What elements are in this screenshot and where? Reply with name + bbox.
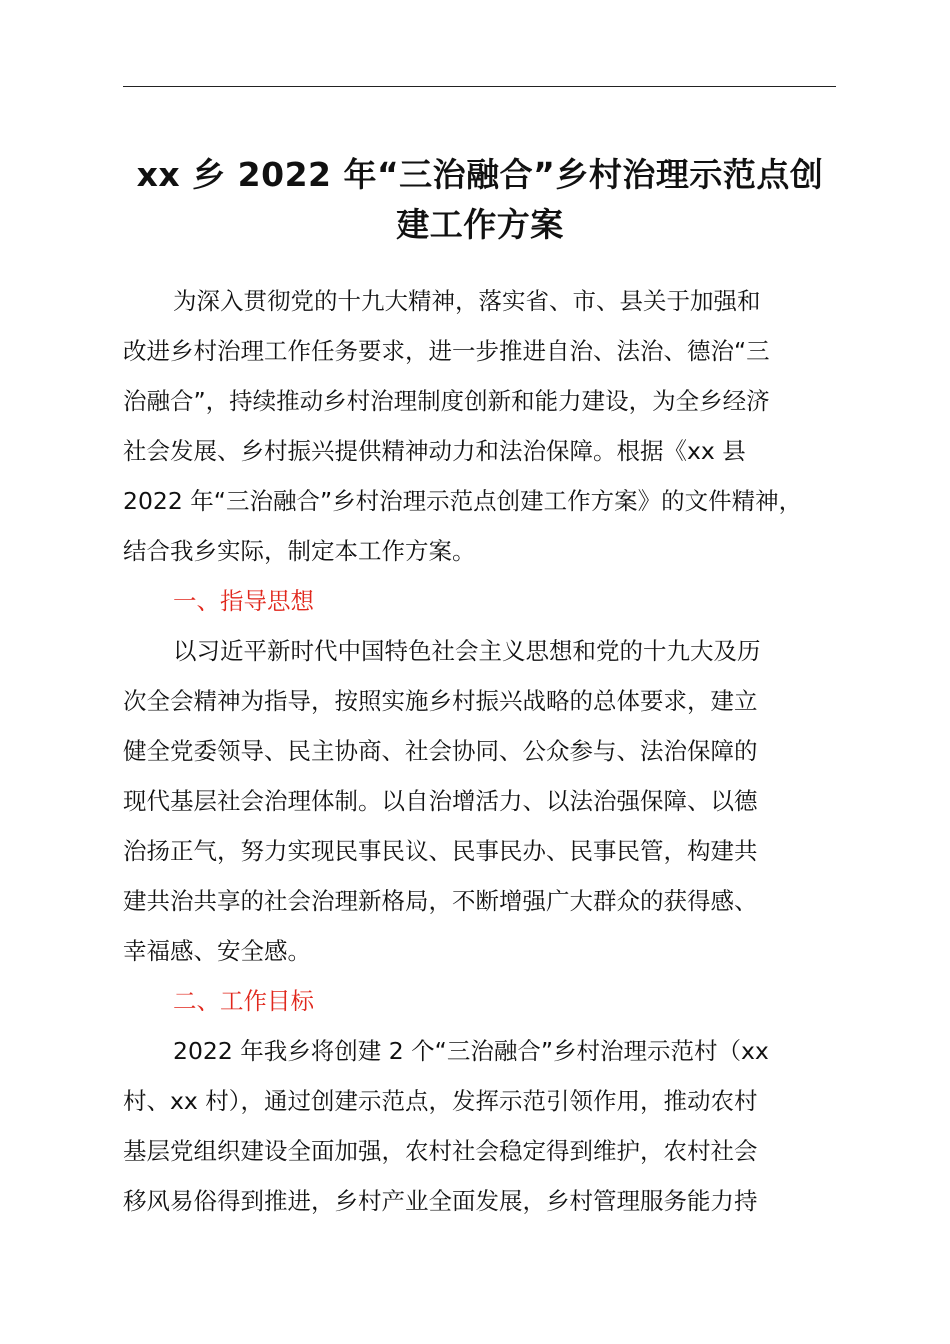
section2-paragraph-line: 2022 年我乡将创建 2 个“三治融合”乡村治理示范村（xx: [173, 1037, 769, 1065]
section1-paragraph-line: 建共治共享的社会治理新格局，不断增强广大群众的获得感、: [123, 887, 758, 915]
section2-paragraph-line: 移风易俗得到推进，乡村产业全面发展，乡村管理服务能力持: [123, 1187, 758, 1215]
section1-paragraph-line: 次全会精神为指导，按照实施乡村振兴战略的总体要求，建立: [123, 687, 758, 715]
title-line: 建工作方案: [396, 205, 564, 244]
section1-paragraph-line: 以习近平新时代中国特色社会主义思想和党的十九大及历: [173, 637, 761, 665]
intro-paragraph-line: 结合我乡实际，制定本工作方案。: [123, 537, 476, 565]
intro-paragraph-line: 社会发展、乡村振兴提供精神动力和法治保障。根据《xx 县: [123, 437, 746, 465]
intro-paragraph-line: 2022 年“三治融合”乡村治理示范点创建工作方案》的文件精神，: [123, 487, 803, 515]
section2-paragraph-line: 基层党组织建设全面加强，农村社会稳定得到维护，农村社会: [123, 1137, 758, 1165]
section2-paragraph-line: 村、xx 村），通过创建示范点，发挥示范引领作用，推动农村: [123, 1087, 758, 1115]
document-body: [123, 276, 863, 1226]
section-heading-work-goals: 二、工作目标: [173, 987, 314, 1015]
section1-paragraph-line: 治扬正气，努力实现民事民议、民事民办、民事民管，构建共: [123, 837, 758, 865]
section-heading-guiding-ideology: 一、指导思想: [173, 587, 314, 615]
section1-paragraph-line: 现代基层社会治理体制。以自治增活力、以法治强保障、以德: [123, 787, 758, 815]
intro-paragraph-line: 改进乡村治理工作任务要求，进一步推进自治、法治、德治“三: [123, 337, 770, 365]
title-line: xx 乡 2022 年“三治融合”乡村治理示范点创: [136, 155, 824, 194]
section1-paragraph-line: 健全党委领导、民主协商、社会协同、公众参与、法治保障的: [123, 737, 758, 765]
document-title: [110, 150, 850, 250]
intro-paragraph-line: 治融合”，持续推动乡村治理制度创新和能力建设，为全乡经济: [123, 387, 770, 415]
intro-paragraph-line: 为深入贯彻党的十九大精神，落实省、市、县关于加强和: [173, 287, 761, 315]
section1-paragraph-line: 幸福感、安全感。: [123, 937, 311, 965]
header-rule: [123, 86, 836, 87]
